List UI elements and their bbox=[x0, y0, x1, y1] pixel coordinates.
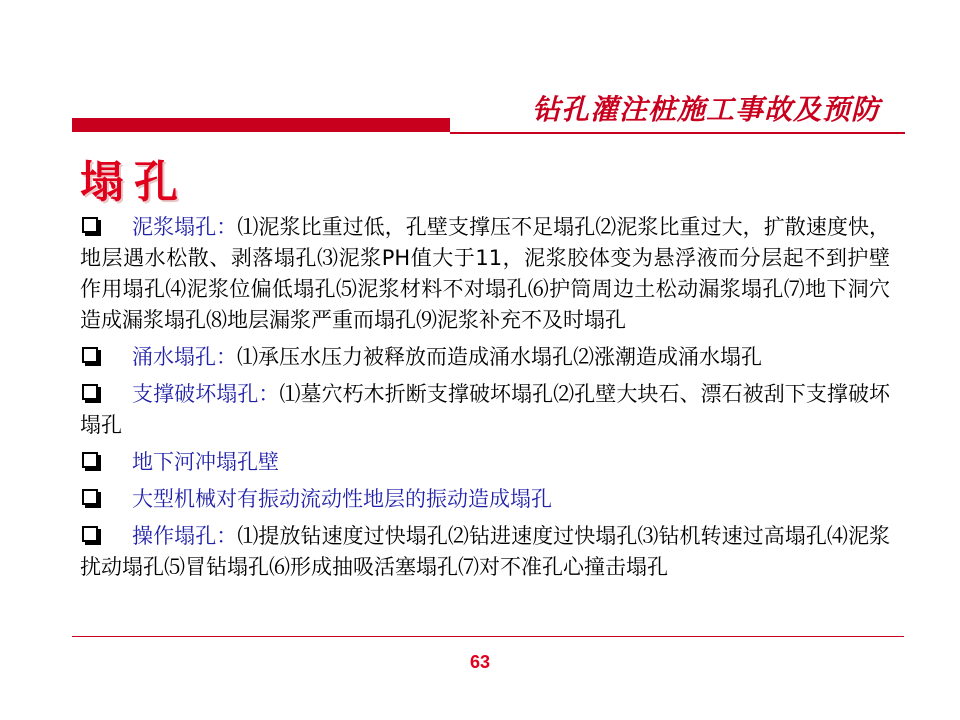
bullet-label: 支撑破坏塌孔： bbox=[132, 382, 280, 406]
page-number: 63 bbox=[469, 652, 491, 672]
bullet-item-underground-river bbox=[80, 447, 890, 478]
bullet-text: ⑴墓穴朽木折断支撑破坏塌孔⑵孔壁大块石、漂石被刮下支撑破坏塌孔 bbox=[80, 382, 891, 437]
bullet-item-mud-collapse bbox=[80, 212, 890, 336]
header-title: 钻孔灌注桩施工事故及预防 bbox=[531, 93, 880, 126]
bullet-item-operation-collapse bbox=[80, 521, 890, 583]
bullet-label: 泥浆塌孔： bbox=[132, 215, 238, 239]
bullet-text: ⑴提放钻速度过快塌孔⑵钻进速度过快塌孔⑶钻机转速过高塌孔⑷泥浆扰动塌孔⑸冒钻塌孔⑹形成抽吸活塞塌孔⑺对不准孔心撞击塌孔 bbox=[80, 524, 891, 579]
bullet-list bbox=[80, 212, 890, 589]
bullet-text: ⑴泥浆比重过低，孔壁支撑压不足塌孔⑵泥浆比重过大，扩散速度快，地层遇水松散、剥落塌孔⑶泥浆PH值大于11，泥浆胶体变为悬浮液而分层起不到护壁作用塌孔⑷泥浆位偏低塌孔⑸泥浆材料不对塌孔⑹护筒周边土松动漏浆塌孔⑺地下洞穴造成漏浆塌孔⑻地层漏浆严重而塌孔⑼泥浆补充不及时塌孔 bbox=[80, 215, 891, 332]
bullet-item-machine-vibration bbox=[80, 484, 890, 515]
header-red-bar bbox=[72, 118, 450, 132]
checkbox-square-icon bbox=[82, 384, 98, 400]
footer-divider bbox=[72, 636, 904, 637]
checkbox-square-icon bbox=[82, 347, 98, 363]
bullet-item-support-failure bbox=[80, 379, 890, 441]
checkbox-square-icon bbox=[82, 452, 98, 468]
slide-heading: 塌孔 bbox=[80, 157, 188, 208]
header-red-line bbox=[450, 132, 905, 134]
checkbox-square-icon bbox=[82, 217, 98, 233]
checkbox-square-icon bbox=[82, 526, 98, 542]
checkbox-square-icon bbox=[82, 489, 98, 505]
bullet-label: 大型机械对有振动流动性地层的振动造成塌孔 bbox=[132, 487, 552, 511]
bullet-label: 地下河冲塌孔壁 bbox=[132, 450, 279, 474]
bullet-label: 操作塌孔： bbox=[132, 524, 238, 548]
bullet-label: 涌水塌孔： bbox=[132, 345, 237, 369]
bullet-text: ⑴承压水压力被释放而造成涌水塌孔⑵涨潮造成涌水塌孔 bbox=[237, 345, 762, 369]
bullet-item-water-inflow bbox=[80, 342, 890, 373]
